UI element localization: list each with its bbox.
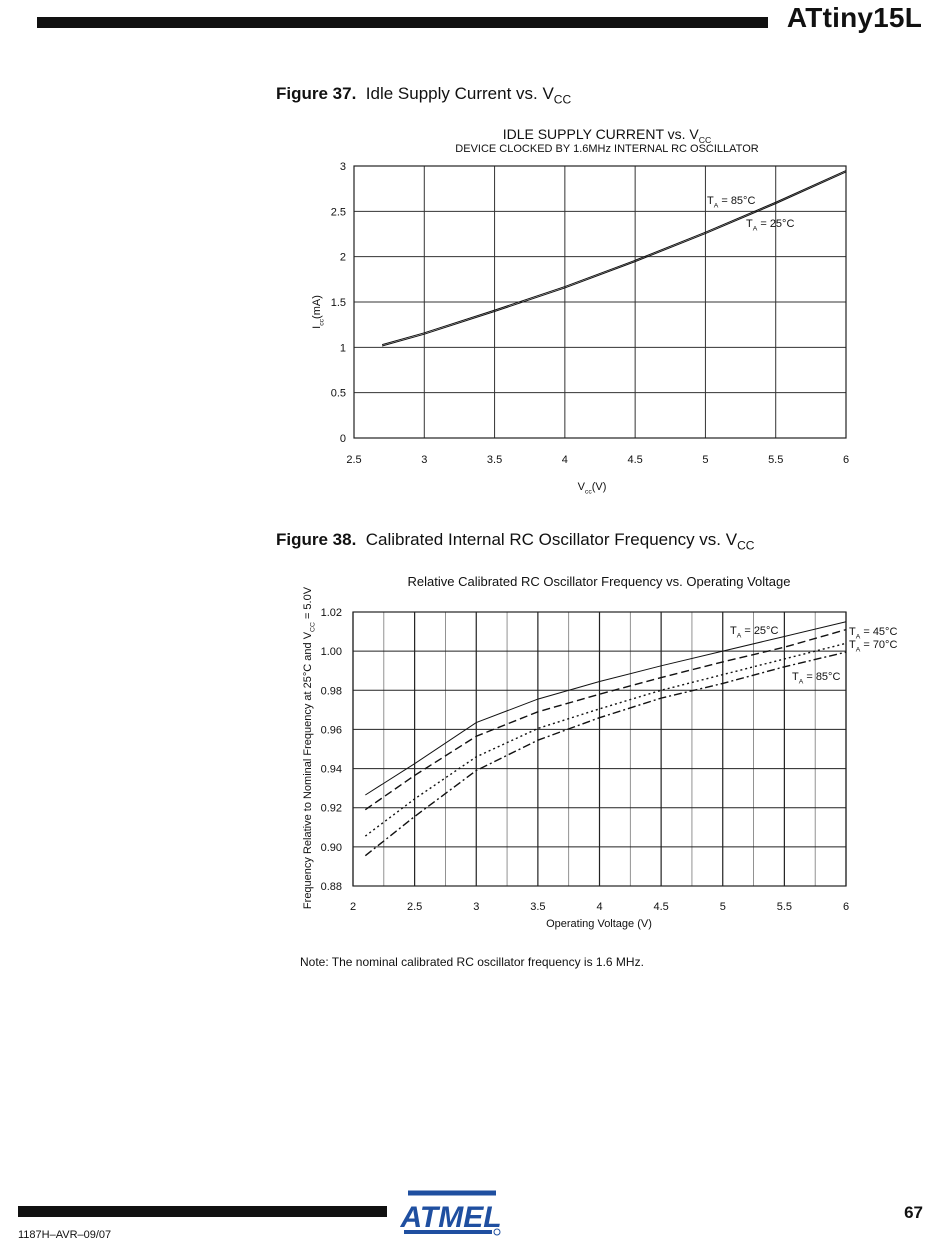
chart2-series-annotation: $T_A = 45^\circ C$ xyxy=(849,626,898,641)
chart1-ytick-label: 2.5 xyxy=(330,206,346,219)
figure-38-number: Figure 38. xyxy=(276,530,357,549)
chart1-series-line xyxy=(382,172,846,346)
chart2-ytick-label: 0.94 xyxy=(320,763,342,776)
chart1-subtitle: DEVICE CLOCKED BY 1.6MHz INTERNAL RC OSCILLATOR xyxy=(455,143,759,155)
chart2-series-line xyxy=(365,643,846,836)
chart1-series-line xyxy=(382,171,846,345)
chart1-xtick-label: 5.5 xyxy=(768,454,784,466)
chart2-ytick-label: 1.00 xyxy=(320,646,342,659)
chart1-xtick-label: 5 xyxy=(702,454,709,466)
chart2-xtick-label: 2 xyxy=(349,901,357,913)
chart1-xtick-label: 3 xyxy=(421,454,428,466)
chart2-series-line xyxy=(365,652,846,856)
chart1-ylabel: $I_{cc}(mA)$ xyxy=(311,295,326,329)
chart2-xtick-label: 2.5 xyxy=(406,901,423,913)
chart2-xtick-label: 3.5 xyxy=(530,901,546,913)
figure-37-number: Figure 37. xyxy=(276,84,357,103)
chart1-ytick-label: 3 xyxy=(339,161,346,173)
chart2-xtick-label: 4.5 xyxy=(653,901,669,913)
document-title: ATtiny15L xyxy=(786,2,922,33)
chart1-title: IDLE SUPPLY CURRENT vs. $V_{CC}$ xyxy=(502,126,712,146)
figure-37-caption-text: Idle Supply Current vs. V xyxy=(365,84,554,103)
chart2-xtick-label: 5.5 xyxy=(776,901,793,913)
chart1-ytick-label: 1.5 xyxy=(330,297,346,309)
footer-rule xyxy=(18,1206,387,1217)
chart1-xtick-label: 2.5 xyxy=(346,454,362,466)
chart2-series-line xyxy=(365,630,846,810)
chart2-xtick-label: 3 xyxy=(473,901,480,913)
chart2-xtick-label: 6 xyxy=(842,901,850,913)
figure-note: Note: The nominal calibrated RC oscillator frequency is 1.6 MHz. xyxy=(300,955,644,969)
chart2-xlabel: Operating Voltage (V) xyxy=(546,918,652,930)
chart1-ytick-label: 0.5 xyxy=(330,387,346,400)
chart2-ytick-label: 0.90 xyxy=(320,841,342,854)
chart2-ytick-label: 0.98 xyxy=(320,685,342,698)
chart2-ytick-label: 0.88 xyxy=(320,881,342,893)
chart1-ytick-label: 1 xyxy=(339,342,346,355)
chart2-ytick-label: 0.96 xyxy=(320,724,342,737)
chart2-xtick-label: 5 xyxy=(719,901,726,913)
chart2-series-annotation: $T_A = 25^\circ C$ xyxy=(730,625,779,640)
chart2-series-annotation: $T_A = 85^\circ C$ xyxy=(792,671,841,686)
chart1-xtick-label: 4.5 xyxy=(627,454,643,466)
chart2-title: Relative Calibrated RC Oscillator Frequency vs. Operating Voltage xyxy=(407,574,791,589)
chart2-ytick-label: 0.92 xyxy=(320,802,342,815)
page-number: 67 xyxy=(904,1203,923,1222)
chart2-ytick-label: 1.02 xyxy=(320,607,342,619)
chart1-ytick-label: 2 xyxy=(339,251,346,264)
figure-37-caption-sub: CC xyxy=(553,92,572,107)
chart1-xlabel: $V_{cc}(V)$ xyxy=(577,481,607,496)
chart1-ytick-label: 0 xyxy=(339,433,346,445)
atmel-logo xyxy=(400,1187,502,1237)
chart1-series-annotation: $T_A = 25^\circ C$ xyxy=(746,218,795,233)
chart2-xtick-label: 4 xyxy=(596,901,603,913)
figure-38-caption-sub: CC xyxy=(737,538,755,553)
document-id: 1187H–AVR–09/07 xyxy=(18,1229,112,1241)
figure-38-caption xyxy=(276,530,754,552)
chart1-series-annotation: $T_A = 85^\circ C$ xyxy=(707,195,756,210)
atmel-logo-text: ATMEL xyxy=(400,1201,502,1234)
chart1-xtick-label: 6 xyxy=(842,454,850,466)
figure-38-caption-text: Calibrated Internal RC Oscillator Frequency vs. V xyxy=(365,530,738,549)
chart2-ylabel: Frequency Relative to Nominal Frequency at 25°C and $V_{CC} = 5.0V$ xyxy=(302,586,317,910)
chart1-xtick-label: 3.5 xyxy=(486,454,503,466)
chart2-series-annotation: $T_A = 70^\circ C$ xyxy=(849,639,898,654)
chart1-xtick-label: 4 xyxy=(561,454,568,466)
